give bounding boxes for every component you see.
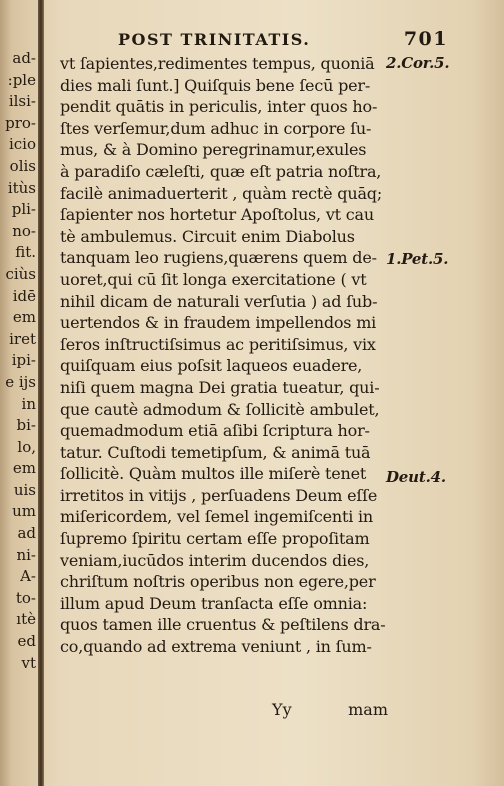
- text-line: facilè animaduerterit , quàm rectè quāq;: [60, 183, 383, 203]
- margin-note-2-cor: 2.Cor.5.: [386, 54, 450, 72]
- text-line: veniam,iucūdos interim ducendos dies,: [60, 550, 370, 570]
- text-line: chriſtum noſtris operibus non egere,per: [60, 572, 376, 592]
- facing-page-fragment: icio: [8, 135, 36, 154]
- body-text: [60, 53, 388, 658]
- text-line: tè ambulemus. Circuit enim Diabolus: [60, 226, 355, 246]
- facing-page-fragment: no-: [12, 221, 36, 240]
- text-line: ſupremo ſpiritu certam eſſe propoſitam: [60, 529, 370, 549]
- running-title: POST TRINITATIS.: [118, 30, 311, 49]
- facing-page-fragment: ad-: [12, 49, 36, 67]
- facing-page-fragments: [0, 48, 38, 674]
- text-line: mus, & à Domino peregrinamur,exules: [60, 140, 367, 160]
- text-line: pendit quātis in periculis, inter quos ho-: [60, 97, 378, 117]
- facing-page-fragment: um: [12, 502, 36, 521]
- facing-page-fragment: uis: [13, 480, 36, 499]
- margin-note-deut: Deut.4.: [386, 468, 446, 486]
- text-line: miſericordem, vel ſemel ingemiſcenti in: [60, 507, 374, 527]
- facing-page-fragment: bi-: [16, 416, 36, 435]
- facing-page-fragment: fit.: [15, 243, 36, 262]
- facing-page-fragment: in: [21, 394, 36, 413]
- facing-page-fragment: em: [12, 308, 36, 327]
- signature-mark: Yy: [272, 700, 292, 719]
- text-line: à paradiſo cæleſti, quæ eſt patria noſtra,: [60, 161, 382, 181]
- facing-page-fragment: pli-: [11, 200, 36, 219]
- text-line: ſtes verſemur,dum adhuc in corpore ſu-: [60, 118, 372, 138]
- text-line: vt ſapientes,redimentes tempus, quoniā: [60, 54, 375, 73]
- text-line: uoret,qui cū ſit longa exercitatione ( vt: [60, 269, 367, 289]
- text-line: niſi quem magna Dei gratia tueatur, qui-: [60, 377, 380, 397]
- facing-page-fragment: em: [12, 459, 36, 478]
- facing-page-fragment: ıtè: [16, 610, 36, 629]
- text-line: nihil dicam de naturali verſutia ) ad ſub-: [60, 291, 378, 311]
- text-line: ſapienter nos hortetur Apoſtolus, vt cau: [60, 205, 374, 225]
- running-head: [118, 30, 448, 52]
- facing-page-fragment: lo,: [17, 437, 36, 456]
- facing-page-fragment: :ple: [7, 70, 36, 89]
- facing-page-fragment: idē: [12, 286, 36, 305]
- text-line: que cautè admodum & ſollicitè ambulet,: [60, 399, 380, 419]
- text-line: quiſquam eius poſsit laqueos euadere,: [60, 356, 363, 376]
- facing-page-fragment: itùs: [7, 178, 36, 197]
- facing-page-fragment: ilsi-: [8, 92, 36, 111]
- page-number: 701: [403, 28, 448, 50]
- page-gutter: [38, 0, 44, 786]
- facing-page-fragment: to-: [15, 588, 36, 607]
- text-line: uertendos & in fraudem impellendos mi: [60, 313, 377, 333]
- facing-page-fragment: iret: [9, 329, 36, 348]
- text-line: ſeros inſtructiſsimus ac peritiſsimus, vix: [60, 334, 376, 354]
- catchword: mam: [348, 700, 388, 719]
- facing-page-fragment: e ijs: [5, 372, 36, 391]
- facing-page-fragment: ed: [17, 632, 36, 651]
- margin-note-1-pet: 1.Pet.5.: [386, 250, 449, 268]
- text-line: tatur. Cuſtodi temetipſum, & animā tuā: [60, 442, 371, 462]
- facing-page-fragment: A-: [20, 567, 36, 586]
- page-footer: [60, 700, 388, 722]
- text-line: dies mali ſunt.] Quiſquis bene ſecū per-: [60, 75, 371, 95]
- text-line: tanquam leo rugiens,quærens quem de-: [60, 248, 377, 268]
- text-line: illum apud Deum tranſacta eſſe omnia:: [60, 593, 368, 613]
- facing-page-fragment: vt: [21, 653, 36, 672]
- text-line: quos tamen ille cruentus & peſtilens dra-: [60, 615, 386, 635]
- facing-page-fragment: ad: [17, 524, 36, 543]
- facing-page-fragment: pro-: [5, 113, 36, 132]
- text-line: co,quando ad extrema veniunt , in ſum-: [60, 637, 372, 657]
- facing-page-fragment: ciùs: [5, 264, 36, 283]
- text-line: irretitos in vitijs , perſuadens Deum eſſe: [60, 485, 378, 505]
- text-line: quemadmodum etiā aſibi ſcriptura hor-: [60, 421, 370, 441]
- facing-page-fragment: olis: [9, 156, 36, 175]
- facing-page-fragment: ipi-: [11, 351, 36, 370]
- facing-page-fragment: ni-: [16, 545, 36, 564]
- text-line: ſollicitè. Quàm multos ille miſerè tenet: [60, 464, 367, 484]
